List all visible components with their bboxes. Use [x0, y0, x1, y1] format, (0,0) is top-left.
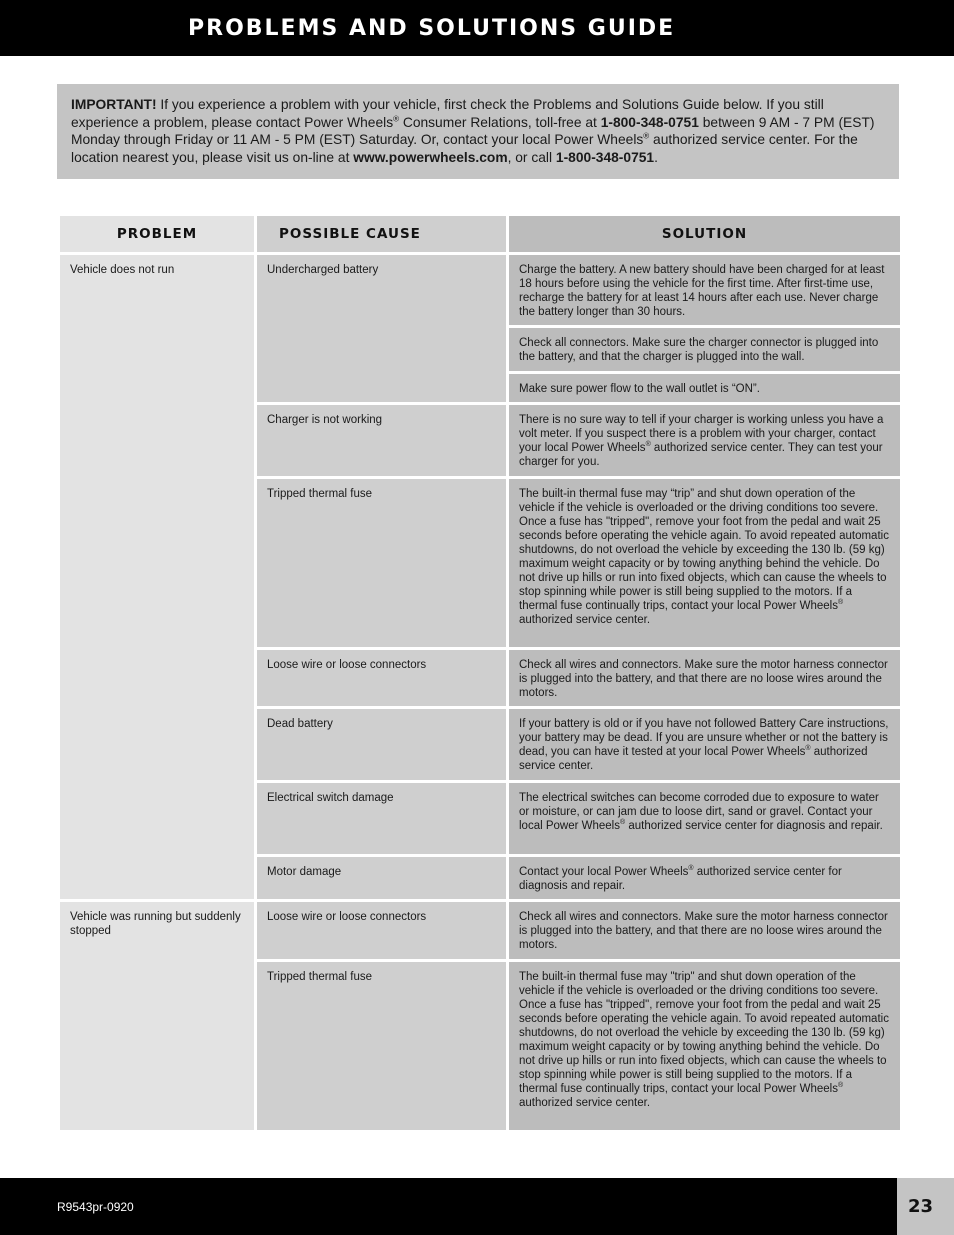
problems-solutions-table — [57, 213, 903, 1133]
notice-text: If you experience a problem with your vehicle, first check the Problems and Solutions Guide below. If you still experience a problem, please contact Power Wheels — [71, 97, 824, 130]
important-label: IMPORTANT! — [71, 97, 157, 112]
notice-text: authorized service center. For the location nearest you, please visit us on-line at — [71, 132, 858, 165]
solution-cell: Charge the battery. A new battery should have been charged for at least 18 hours before using the vehicle for the first time. After first-time use, recharge the battery for at least 14 hours after each use. Never charge the battery longer than 30 hours. — [509, 255, 900, 325]
footer-bar — [0, 1178, 897, 1235]
solution-cell: The built-in thermal fuse may “trip” and shut down operation of the vehicle if the vehicle is overloaded or the driving conditions too severe. Once a fuse has "tripped", remove your foot from the pedal and wait 25 seconds before operating the vehicle again. To avoid repeated automatic shutdowns, do not overload the vehicle by exceeding the 130 lb. (59 kg) maximum weight capacity or by towing anything behind the vehicle. Do not drive up hills or run into fixed objects, which can cause the wheels to stop spinning while power is still being supplied to the motors. If a thermal fuse continually trips, contact your local Power Wheels® authorized service center. — [509, 479, 900, 647]
notice-text: , or call — [507, 149, 556, 165]
cause-cell: Tripped thermal fuse — [257, 479, 506, 647]
table-row — [60, 255, 900, 325]
page-title: PROBLEMS AND SOLUTIONS GUIDE — [188, 16, 676, 41]
header-problem: PROBLEM — [60, 216, 254, 252]
cause-cell: Electrical switch damage — [257, 783, 506, 854]
cause-cell: Motor damage — [257, 857, 506, 899]
document-code: R9543pr-0920 — [57, 1200, 134, 1214]
solution-cell: Contact your local Power Wheels® authorized service center for diagnosis and repair. — [509, 857, 900, 899]
solution-cell: Check all wires and connectors. Make sure the motor harness connector is plugged into the battery, and that there are no loose wires around the motors. — [509, 902, 900, 959]
important-notice — [57, 84, 899, 179]
solution-cell: Make sure power flow to the wall outlet is “ON”. — [509, 374, 900, 402]
notice-text: between 9 AM - 7 PM (EST) Monday through Friday or 11 AM - 5 PM (EST) Saturday. Or, contact your local Power Wheels — [71, 114, 875, 147]
notice-text: Consumer Relations, toll-free at — [399, 114, 601, 130]
cause-cell: Charger is not working — [257, 405, 506, 476]
solution-cell: Check all wires and connectors. Make sure the motor harness connector is plugged into the battery, and that there are no loose wires around the motors. — [509, 650, 900, 706]
phone-number: 1-800-348-0751 — [555, 149, 655, 165]
solution-cell: If your battery is old or if you have not followed Battery Care instructions, your battery may be dead. If you are unsure whether or not the battery is dead, you can have it tested at your local Power Wheels® authorized service center. — [509, 709, 900, 780]
notice-text: . — [654, 149, 658, 165]
table-row — [60, 902, 900, 959]
website-link[interactable]: www.powerwheels.com — [353, 149, 508, 165]
cause-cell: Loose wire or loose connectors — [257, 902, 506, 959]
problem-cell: Vehicle was running but suddenly stopped — [60, 902, 254, 1130]
cause-cell: Tripped thermal fuse — [257, 962, 506, 1130]
solution-cell: The built-in thermal fuse may "trip" and shut down operation of the vehicle if the vehicle is overloaded or the driving conditions too severe. Once a fuse has "tripped", remove your foot from the pedal and wait 25 seconds before operating the vehicle again. To avoid repeated automatic shutdowns, do not overload the vehicle by exceeding the 130 lb. (59 kg) maximum weight capacity or by towing anything behind the vehicle. Do not drive up hills or run into fixed objects, which can cause the wheels to stop spinning while power is still being supplied to the motors. If a thermal fuse continually trips, contact your local Power Wheels® authorized service center. — [509, 962, 900, 1130]
header-solution: SOLUTION — [509, 216, 900, 252]
phone-number: 1-800-348-0751 — [600, 114, 699, 130]
header-possible-cause: POSSIBLE CAUSE — [257, 216, 506, 252]
cause-cell: Undercharged battery — [257, 255, 506, 402]
problem-cell: Vehicle does not run — [60, 255, 254, 899]
header-bar — [0, 0, 954, 56]
registered-mark: ® — [393, 113, 400, 123]
table-header-row — [60, 216, 900, 252]
solution-cell: The electrical switches can become corroded due to exposure to water or moisture, or can jam due to loose dirt, sand or gravel. Contact your local Power Wheels® authorized service center for diagnosis and repair. — [509, 783, 900, 854]
cause-cell: Loose wire or loose connectors — [257, 650, 506, 706]
page-number: 23 — [908, 1196, 934, 1217]
solution-cell: Check all connectors. Make sure the charger connector is plugged into the battery, and that the charger is plugged into the wall. — [509, 328, 900, 371]
registered-mark: ® — [643, 131, 650, 141]
solution-cell: There is no sure way to tell if your charger is working unless you have a volt meter. If you suspect there is a problem with your charger, contact your local Power Wheels® authorized service center. They can test your charger for you. — [509, 405, 900, 476]
cause-cell: Dead battery — [257, 709, 506, 780]
